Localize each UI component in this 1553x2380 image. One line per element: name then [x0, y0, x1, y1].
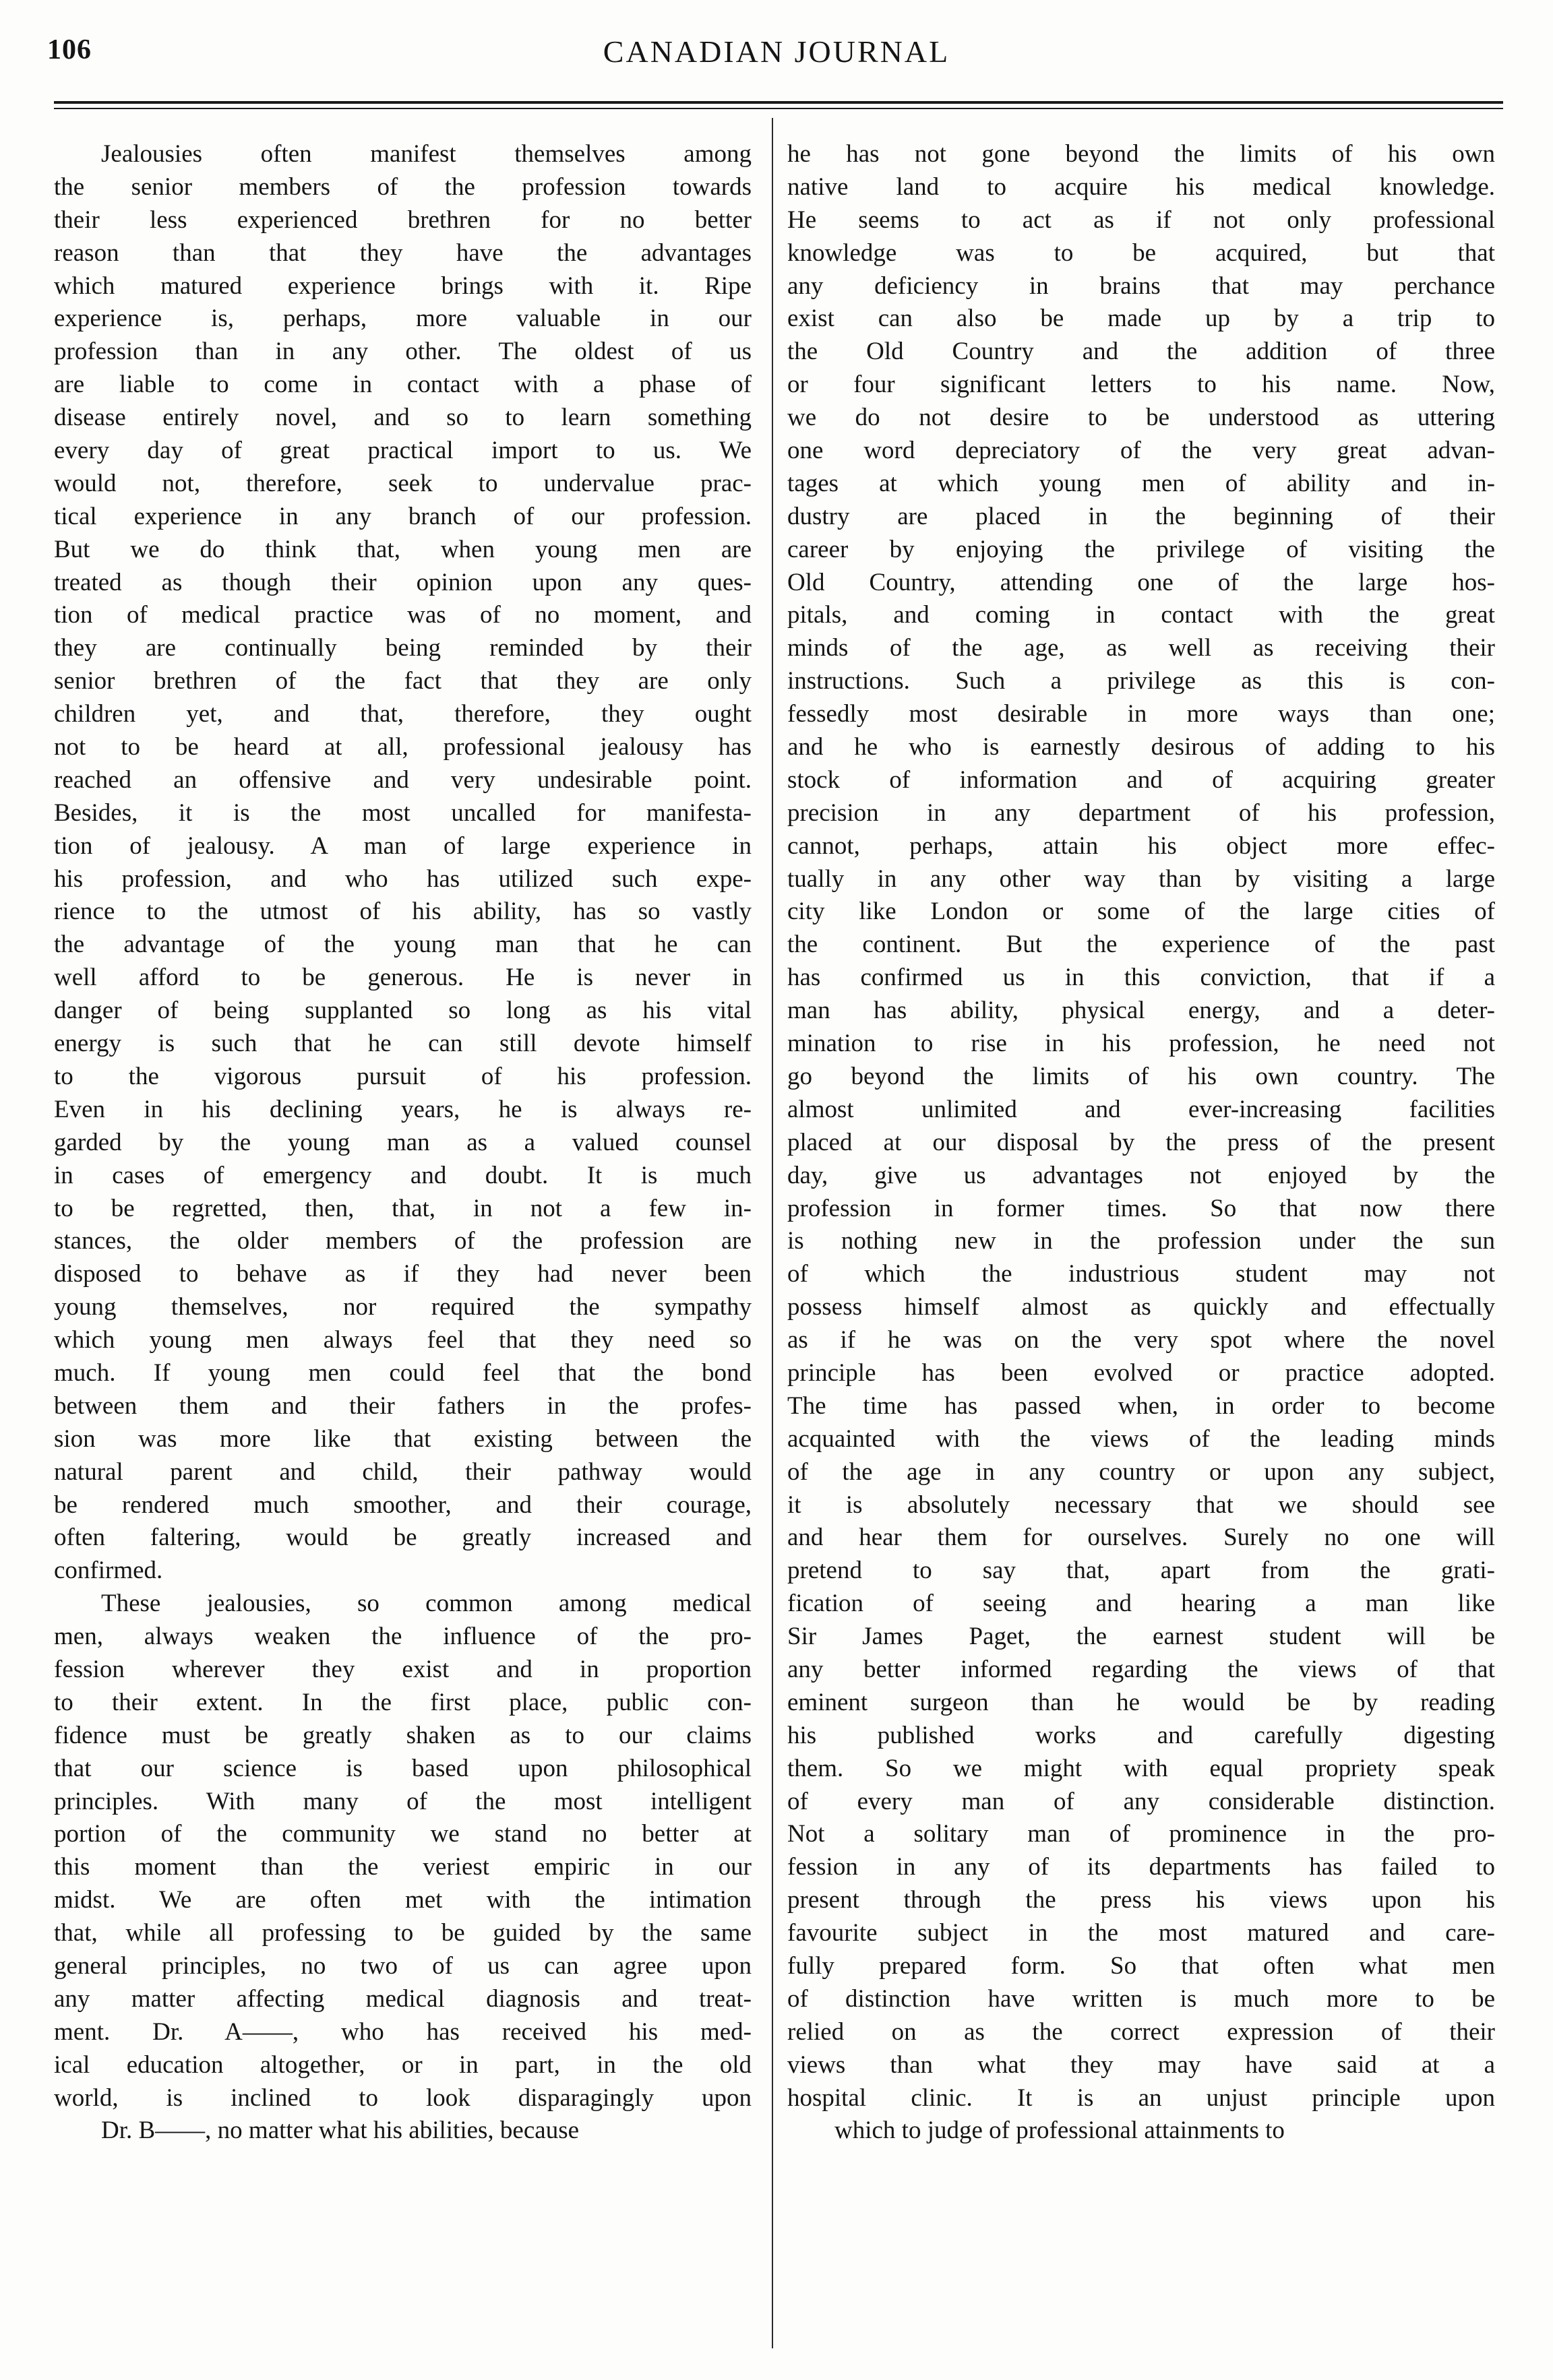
text-line: and hear them for ourselves. Surely no one will: [787, 1524, 1495, 1552]
page-number: 106: [47, 34, 92, 65]
text-line: not to be heard at all, professional jealousy has: [54, 733, 752, 761]
text-line: reason than that they have the advantages: [54, 239, 752, 267]
text-line: confirmed.: [54, 1557, 163, 1585]
running-head: CANADIAN JOURNAL: [603, 34, 950, 69]
text-line: go beyond the limits of his own country. The: [787, 1062, 1495, 1090]
text-line: or four significant letters to his name. Now,: [787, 371, 1495, 399]
text-line: the advantage of the young man that he can: [54, 931, 752, 959]
text-line: favourite subject in the most matured and care-: [787, 1919, 1495, 1947]
text-line: any deficiency in brains that may perchance: [787, 272, 1495, 300]
text-line: fication of seeing and hearing a man like: [787, 1590, 1495, 1618]
text-line: the Old Country and the addition of three: [787, 338, 1495, 366]
text-line: to be regretted, then, that, in not a few in-: [54, 1194, 752, 1222]
text-line: But we do think that, when young men are: [54, 535, 752, 563]
text-line: his profession, and who has utilized such expe-: [54, 865, 752, 893]
text-line: which matured experience brings with it. Ripe: [54, 272, 752, 300]
text-line: These jealousies, so common among medical: [101, 1590, 752, 1618]
text-line: instructions. Such a privilege as this is con-: [787, 667, 1495, 695]
text-line: portion of the community we stand no better at: [54, 1820, 752, 1848]
text-line: sion was more like that existing between the: [54, 1424, 752, 1453]
text-line: tical experience in any branch of our profession.: [54, 502, 752, 530]
text-line: pretend to say that, apart from the grati-: [787, 1557, 1495, 1585]
text-line: cannot, perhaps, attain his object more effec-: [787, 832, 1495, 860]
text-line: senior brethren of the fact that they are only: [54, 667, 752, 695]
text-line: fession in any of its departments has failed to: [787, 1853, 1495, 1881]
text-line: which young men always feel that they need so: [54, 1326, 752, 1354]
text-line: energy is such that he can still devote himself: [54, 1030, 752, 1058]
text-line: tion of jealousy. A man of large experience in: [54, 832, 752, 860]
text-line: that our science is based upon philosophical: [54, 1754, 752, 1782]
text-line: are liable to come in contact with a phase of: [54, 371, 752, 399]
text-line: Even in his declining years, he is always re-: [54, 1095, 752, 1123]
text-line: career by enjoying the privilege of visiting the: [787, 535, 1495, 563]
text-line: principle has been evolved or practice adopted.: [787, 1358, 1495, 1387]
text-line: children yet, and that, therefore, they ought: [54, 700, 752, 728]
text-line: man has ability, physical energy, and a deter-: [787, 997, 1495, 1025]
text-line: disease entirely novel, and so to learn something: [54, 404, 752, 432]
text-line: his published works and carefully digesting: [787, 1721, 1495, 1749]
text-line: in cases of emergency and doubt. It is much: [54, 1161, 752, 1189]
text-line: of which the industrious student may not: [787, 1260, 1495, 1288]
text-line: treated as though their opinion upon any ques-: [54, 568, 752, 596]
text-line: fidence must be greatly shaken as to our claims: [54, 1721, 752, 1749]
text-line: be rendered much smoother, and their courage,: [54, 1491, 752, 1519]
text-line: stances, the older members of the profession are: [54, 1227, 752, 1255]
text-line: would not, therefore, seek to undervalue prac-: [54, 469, 752, 497]
text-line: world, is inclined to look disparagingly upon: [54, 2084, 752, 2112]
text-line: placed at our disposal by the press of the present: [787, 1128, 1495, 1156]
text-line: ical education altogether, or in part, in the old: [54, 2050, 752, 2079]
text-line: the senior members of the profession towards: [54, 173, 752, 201]
text-line: principles. With many of the most intelligent: [54, 1787, 752, 1815]
text-line: ment. Dr. A——, who has received his med-: [54, 2017, 752, 2046]
text-line: it is absolutely necessary that we should see: [787, 1491, 1495, 1519]
text-line: stock of information and of acquiring greater: [787, 765, 1495, 794]
text-line: present through the press his views upon his: [787, 1886, 1495, 1914]
text-line: men, always weaken the influence of the pro-: [54, 1623, 752, 1651]
text-line: Besides, it is the most uncalled for manifesta-: [54, 798, 752, 827]
text-line: much. If young men could feel that the bond: [54, 1358, 752, 1387]
text-line: general principles, no two of us can agree upon: [54, 1951, 752, 1980]
text-line: he has not gone beyond the limits of his own: [787, 140, 1495, 168]
header-rule-thin: [54, 108, 1503, 109]
text-line: to their extent. In the first place, public con-: [54, 1688, 752, 1716]
text-line: garded by the young man as a valued counsel: [54, 1128, 752, 1156]
text-line: He seems to act as if not only professional: [787, 206, 1495, 234]
text-line: views than what they may have said at a: [787, 2050, 1495, 2079]
text-line: one word depreciatory of the very great advan-: [787, 437, 1495, 465]
text-line: profession in former times. So that now there: [787, 1194, 1495, 1222]
text-line: that, while all professing to be guided by the same: [54, 1919, 752, 1947]
text-line: hospital clinic. It is an unjust principle upon: [787, 2084, 1495, 2112]
text-line: Sir James Paget, the earnest student will be: [787, 1623, 1495, 1651]
text-line: pitals, and coming in contact with the great: [787, 601, 1495, 629]
text-line: rience to the utmost of his ability, has so vastly: [54, 898, 752, 926]
text-line: knowledge was to be acquired, but that: [787, 239, 1495, 267]
text-line: acquainted with the views of the leading minds: [787, 1424, 1495, 1453]
left-column: [54, 138, 752, 2148]
text-line: their less experienced brethren for no better: [54, 206, 752, 234]
text-line: Jealousies often manifest themselves among: [101, 140, 752, 168]
text-line: between them and their fathers in the profes-: [54, 1391, 752, 1420]
text-line: midst. We are often met with the intimation: [54, 1886, 752, 1914]
text-line: possess himself almost as quickly and effectually: [787, 1293, 1495, 1321]
text-line: profession than in any other. The oldest of us: [54, 338, 752, 366]
text-line: tages at which young men of ability and in-: [787, 469, 1495, 497]
text-line: the continent. But the experience of the past: [787, 931, 1495, 959]
text-line: mination to rise in his profession, he need not: [787, 1030, 1495, 1058]
text-line: eminent surgeon than he would be by reading: [787, 1688, 1495, 1716]
text-line: and he who is earnestly desirous of adding to his: [787, 733, 1495, 761]
text-line: of the age in any country or upon any subject,: [787, 1458, 1495, 1486]
column-divider: [772, 118, 773, 2348]
text-line: fessedly most desirable in more ways than one;: [787, 700, 1495, 728]
text-line: well afford to be generous. He is never in: [54, 964, 752, 992]
text-line: tion of medical practice was of no moment, and: [54, 601, 752, 629]
text-line: precision in any department of his profession,: [787, 798, 1495, 827]
text-line: as if he was on the very spot where the novel: [787, 1326, 1495, 1354]
text-line: danger of being supplanted so long as his vital: [54, 997, 752, 1025]
text-line: relied on as the correct expression of their: [787, 2017, 1495, 2046]
text-line: young themselves, nor required the sympathy: [54, 1293, 752, 1321]
text-line: of every man of any considerable distinction.: [787, 1787, 1495, 1815]
text-line: which to judge of professional attainments to: [834, 2117, 1285, 2145]
text-line: Not a solitary man of prominence in the pro-: [787, 1820, 1495, 1848]
text-line: them. So we might with equal propriety speak: [787, 1754, 1495, 1782]
text-line: fully prepared form. So that often what men: [787, 1951, 1495, 1980]
text-line: disposed to behave as if they had never been: [54, 1260, 752, 1288]
text-line: fession wherever they exist and in proportion: [54, 1655, 752, 1683]
text-line: any matter affecting medical diagnosis and treat-: [54, 1984, 752, 2013]
text-line: The time has passed when, in order to become: [787, 1391, 1495, 1420]
text-line: experience is, perhaps, more valuable in our: [54, 305, 752, 333]
text-line: city like London or some of the large cities of: [787, 898, 1495, 926]
text-line: almost unlimited and ever-increasing facilities: [787, 1095, 1495, 1123]
header-rule-thick: [54, 101, 1503, 104]
text-line: of distinction have written is much more to be: [787, 1984, 1495, 2013]
text-line: reached an offensive and very undesirable point.: [54, 765, 752, 794]
text-line: exist can also be made up by a trip to: [787, 305, 1495, 333]
text-line: every day of great practical import to us. We: [54, 437, 752, 465]
text-line: native land to acquire his medical knowledge.: [787, 173, 1495, 201]
text-line: has confirmed us in this conviction, that if a: [787, 964, 1495, 992]
text-line: Old Country, attending one of the large hos-: [787, 568, 1495, 596]
text-line: this moment than the veriest empiric in our: [54, 1853, 752, 1881]
text-line: they are continually being reminded by their: [54, 634, 752, 662]
text-line: any better informed regarding the views of that: [787, 1655, 1495, 1683]
text-line: often faltering, would be greatly increased and: [54, 1524, 752, 1552]
text-line: tually in any other way than by visiting a large: [787, 865, 1495, 893]
text-line: is nothing new in the profession under the sun: [787, 1227, 1495, 1255]
text-line: to the vigorous pursuit of his profession.: [54, 1062, 752, 1090]
text-line: we do not desire to be understood as uttering: [787, 404, 1495, 432]
text-line: Dr. B——, no matter what his abilities, because: [101, 2117, 580, 2145]
right-column: [787, 138, 1495, 2148]
text-line: natural parent and child, their pathway would: [54, 1458, 752, 1486]
text-line: minds of the age, as well as receiving their: [787, 634, 1495, 662]
text-line: dustry are placed in the beginning of their: [787, 502, 1495, 530]
text-line: day, give us advantages not enjoyed by the: [787, 1161, 1495, 1189]
